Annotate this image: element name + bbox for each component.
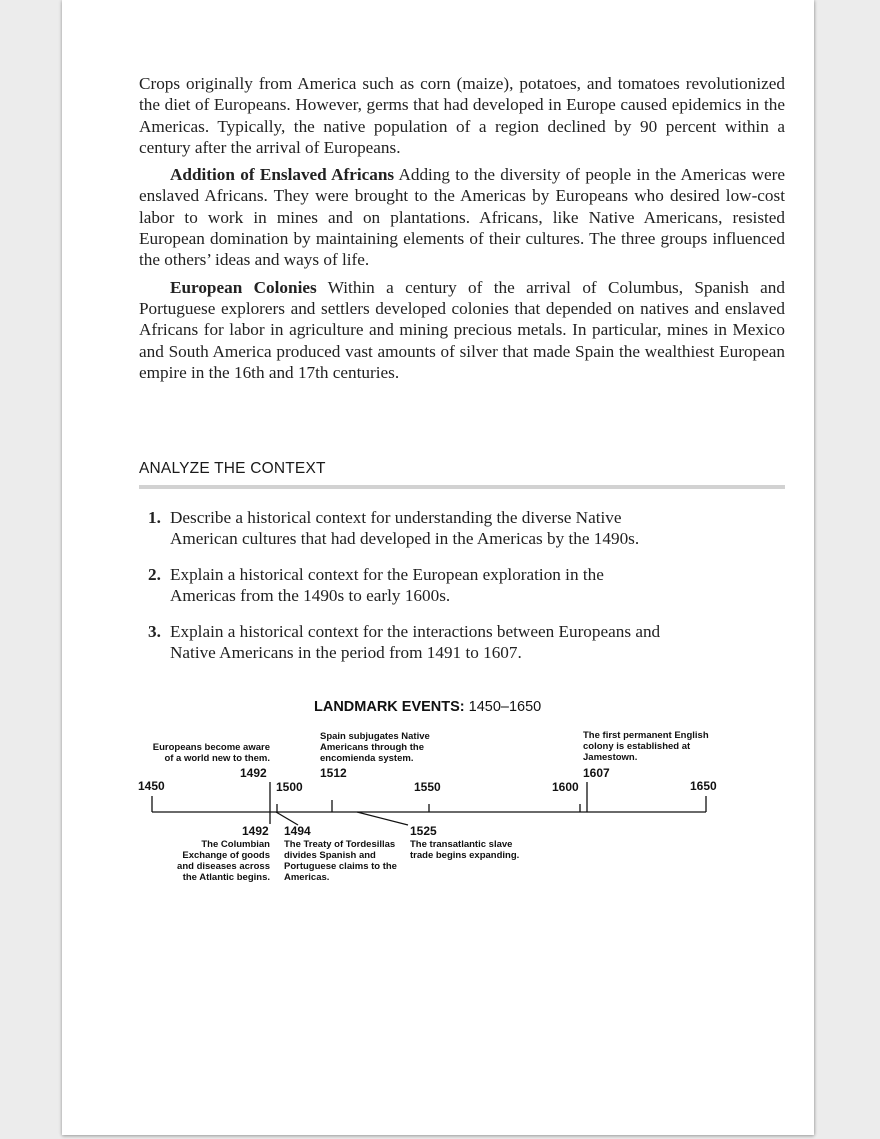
event-below-1494-year: 1494 bbox=[284, 824, 311, 838]
axis-label-1600: 1600 bbox=[552, 780, 579, 794]
event-above-1607-text: The first permanent English colony is established at Jamestown. bbox=[583, 730, 709, 763]
document-page bbox=[62, 0, 814, 1135]
question-number: 2. bbox=[148, 565, 161, 584]
event-above-1512-text: Spain subjugates Native Americans through the encomienda system. bbox=[320, 731, 430, 764]
event-below-1492-text: The Columbian Exchange of goods and diseases across the Atlantic begins. bbox=[177, 839, 270, 883]
paragraph-european-colonies-body: Within a century of the arrival of Columbus, Spanish and Portuguese explorers and settlers developed colonies that depended on natives and enslaved Africans for labor in agriculture and mining precious metals. In particular, mines in Mexico and South America produced vast amounts of silver that made Spain the wealthiest European empire in the 16th and 17th centuries. bbox=[139, 277, 785, 382]
axis-label-1500: 1500 bbox=[276, 780, 303, 794]
question-line: Describe a historical context for understanding the diverse Native bbox=[170, 508, 622, 527]
timeline-title-range: 1450–1650 bbox=[464, 699, 542, 715]
axis-label-1450: 1450 bbox=[138, 779, 165, 793]
landmark-events-timeline bbox=[62, 0, 814, 1135]
paragraph-enslaved-africans-body: Adding to the diversity of people in the Americas were enslaved Africans. They were brought to the Americas by Europeans who desired low-cost labor to work in mines and on plantations. Africans, like Native Americans, resisted European domination by maintaining elements of their cultures. The three groups influenced the others’ ideas and ways of life. bbox=[139, 165, 785, 270]
question-line: Native Americans in the period from 1491 to 1607. bbox=[170, 643, 522, 662]
paragraph-crops: Crops originally from America such as corn (maize), potatoes, and tomatoes revolutionized the diet of Europeans. However, germs that had developed in Europe caused epidemics in the Americas. Typically, the native population of a region declined by 90 percent within a century after the arrival of Europeans. bbox=[139, 74, 785, 157]
run-in-heading-european-colonies: European Colonies bbox=[170, 277, 317, 297]
event-above-1492-year: 1492 bbox=[240, 766, 267, 780]
event-above-1607-year: 1607 bbox=[583, 766, 610, 780]
event-below-1525-text: The transatlantic slave trade begins expanding. bbox=[410, 839, 520, 861]
axis-label-1550: 1550 bbox=[414, 780, 441, 794]
question-line: Explain a historical context for the interactions between Europeans and bbox=[170, 622, 661, 641]
question-number: 1. bbox=[148, 508, 161, 527]
event-below-1492-year: 1492 bbox=[242, 824, 269, 838]
axis-label-1650: 1650 bbox=[690, 779, 717, 793]
question-line: Explain a historical context for the European exploration in the bbox=[170, 565, 604, 584]
question-number: 3. bbox=[148, 622, 161, 641]
event-below-1525-year: 1525 bbox=[410, 824, 437, 838]
question-line: American cultures that had developed in the Americas by the 1490s. bbox=[170, 529, 640, 548]
question-line: Americas from the 1490s to early 1600s. bbox=[170, 586, 451, 605]
marker-below-1525 bbox=[357, 812, 408, 825]
event-below-1494-text: The Treaty of Tordesillas divides Spanish and Portuguese claims to the Americas. bbox=[284, 839, 397, 883]
event-above-1492-text: Europeans become aware of a world new to them. bbox=[152, 742, 270, 764]
event-above-1512-year: 1512 bbox=[320, 766, 347, 780]
run-in-heading-enslaved-africans: Addition of Enslaved Africans bbox=[170, 165, 395, 185]
timeline-axis-graphic bbox=[62, 0, 814, 1135]
timeline-title-label: LANDMARK EVENTS: bbox=[314, 699, 465, 715]
section-title: ANALYZE THE CONTEXT bbox=[139, 460, 326, 477]
